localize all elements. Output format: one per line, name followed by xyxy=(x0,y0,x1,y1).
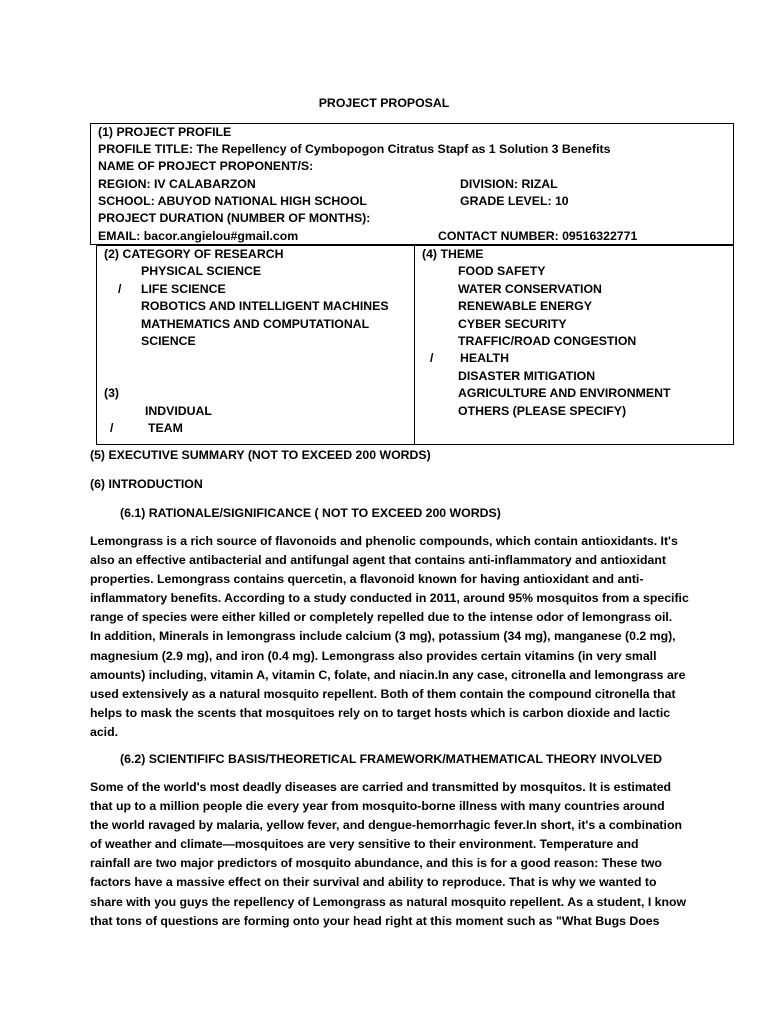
grade-level-label: GRADE LEVEL: 10 xyxy=(460,194,569,208)
profile-title: PROFILE TITLE: The Repellency of Cymbopogon Citratus Stapf as 1 Solution 3 Benefits xyxy=(98,142,611,156)
participation-check-mark: / xyxy=(110,421,114,435)
project-duration-label: PROJECT DURATION (NUMBER OF MONTHS): xyxy=(98,211,371,225)
theme-item-health: HEALTH xyxy=(460,351,509,365)
category-check-mark: / xyxy=(118,282,122,296)
division-label: DIVISION: RIZAL xyxy=(460,177,558,191)
paragraph-line: rainfall are two major predictors of mosquito abundance, and this is for a good reason: These two xyxy=(90,856,662,871)
theme-item-disaster-mitigation: DISASTER MITIGATION xyxy=(458,369,596,383)
theme-item-cyber-security: CYBER SECURITY xyxy=(458,317,567,331)
category-item-life-science: LIFE SCIENCE xyxy=(141,282,226,296)
participation-item-individual: INDVIDUAL xyxy=(145,404,212,418)
introduction-heading: (6) INTRODUCTION xyxy=(90,477,203,491)
document-title: PROJECT PROPOSAL xyxy=(318,96,450,110)
category-theme-divider xyxy=(414,245,415,445)
paragraph-line: the world ravaged by malaria, yellow fever, and dengue-hemorrhagic fever.In short, it's a combination xyxy=(90,818,682,833)
email-label: EMAIL: bacor.angielou#gmail.com xyxy=(98,229,299,243)
theme-item-water-conservation: WATER CONSERVATION xyxy=(458,282,602,296)
theme-item-agriculture: AGRICULTURE AND ENVIRONMENT xyxy=(458,386,671,400)
category-item-robotics: ROBOTICS AND INTELLIGENT MACHINES xyxy=(141,299,389,313)
category-item-physical-science: PHYSICAL SCIENCE xyxy=(141,264,262,278)
theme-item-food-safety: FOOD SAFETY xyxy=(458,264,546,278)
paragraph-line: that tons of questions are forming onto your head right at this moment such as "What Bugs Does xyxy=(90,913,660,928)
paragraph-line: also an effective antibacterial and antifungal agent that contains anti-inflammatory and antioxidant xyxy=(90,553,667,568)
rationale-heading: (6.1) RATIONALE/SIGNIFICANCE ( NOT TO EXCEED 200 WORDS) xyxy=(120,506,501,520)
theme-item-renewable-energy: RENEWABLE ENERGY xyxy=(458,299,592,313)
paragraph-line: acid. xyxy=(90,724,119,739)
participation-heading: (3) xyxy=(104,386,120,400)
paragraph-line: magnesium (2.9 mg), and iron (0.4 mg). Lemongrass also provides certain vitamins (in very small xyxy=(90,648,657,663)
paragraph-line: Lemongrass is a rich source of flavonoids and phenolic compounds, which contain antioxidants. It's xyxy=(90,534,678,548)
paragraph-line: factors have a massive effect on their survival and ability to reproduce. That is why we wanted to xyxy=(90,875,657,890)
paragraph-line: inflammatory benefits. According to a study conducted in 2011, around 95% mosquitos from a specific xyxy=(90,591,689,606)
executive-summary-heading: (5) EXECUTIVE SUMMARY (NOT TO EXCEED 200 WORDS) xyxy=(90,448,431,462)
category-heading: (2) CATEGORY OF RESEARCH xyxy=(104,247,284,261)
contact-number-label: CONTACT NUMBER: 09516322771 xyxy=(438,229,638,243)
paragraph-line: share with you guys the repellency of Lemongrass as natural mosquito repellent. As a student, I know xyxy=(90,894,687,909)
paragraph-line: used extensively as a natural mosquito repellent. Both of them contain the compound citronella that xyxy=(90,686,676,701)
paragraph-line: Some of the world's most deadly diseases are carried and transmitted by mosquitos. It is estimated xyxy=(90,780,672,794)
theme-item-others: OTHERS (PLEASE SPECIFY) xyxy=(458,404,627,418)
theme-item-traffic: TRAFFIC/ROAD CONGESTION xyxy=(458,334,637,348)
rationale-paragraph xyxy=(90,532,689,742)
paragraph-line: amounts) including, vitamin A, vitamin C, folate, and niacin.In any case, citronella and lemongrass are xyxy=(90,667,686,682)
scientific-basis-paragraph xyxy=(90,778,687,931)
paragraph-line: that up to a million people die every year from mosquito-borne illness with many countries around xyxy=(90,799,665,814)
theme-check-mark: / xyxy=(430,351,434,365)
proponents-label: NAME OF PROJECT PROPONENT/S: xyxy=(98,159,314,173)
project-profile-heading: (1) PROJECT PROFILE xyxy=(98,125,232,139)
participation-item-team: TEAM xyxy=(148,421,183,435)
scientific-basis-heading: (6.2) SCIENTIFIFC BASIS/THEORETICAL FRAMEWORK/MATHEMATICAL THEORY INVOLVED xyxy=(120,752,662,766)
theme-heading: (4) THEME xyxy=(422,247,484,261)
paragraph-line: In addition, Minerals in lemongrass include calcium (3 mg), potassium (34 mg), manganese (0.2 mg), xyxy=(90,629,676,644)
category-item-mathematics: MATHEMATICS AND COMPUTATIONAL xyxy=(141,317,370,331)
region-label: REGION: IV CALABARZON xyxy=(98,177,256,191)
school-label: SCHOOL: ABUYOD NATIONAL HIGH SCHOOL xyxy=(98,194,367,208)
category-item-science: SCIENCE xyxy=(141,334,196,348)
paragraph-line: helps to mask the scents that mosquitoes rely on to target hosts which is carbon dioxide and lactic xyxy=(90,705,671,720)
paragraph-line: range of species were either killed or completely repelled due to the intense odor of lemongrass oil. xyxy=(90,610,673,625)
paragraph-line: properties. Lemongrass contains quercetin, a flavonoid known for having antioxidant and anti- xyxy=(90,572,644,587)
paragraph-line: of weather and climate—mosquitoes are very sensitive to their environment. Temperature and xyxy=(90,837,639,852)
